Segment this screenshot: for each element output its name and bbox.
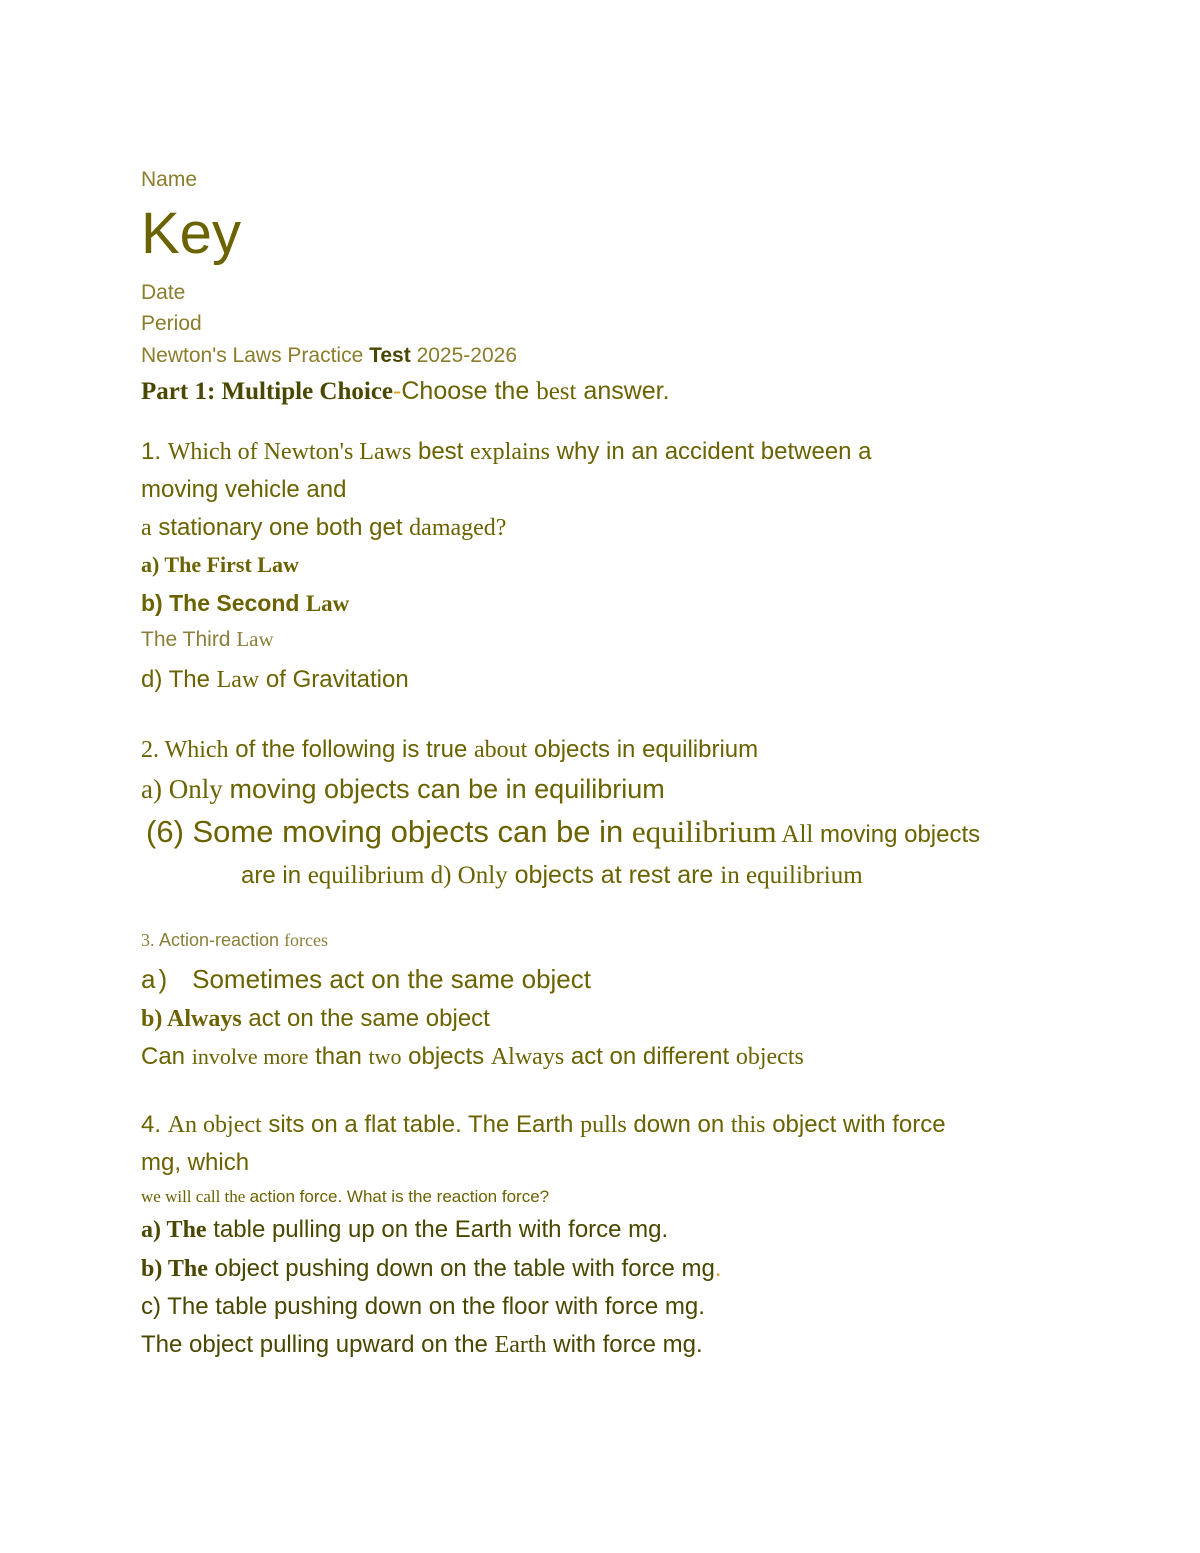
q1-option-b-2: Law <box>305 591 350 616</box>
q1-option-d-2: Law <box>216 667 260 693</box>
q1-option-b <box>141 592 349 615</box>
q1-option-d-1: d) The <box>141 666 217 693</box>
q4-line1-a: 4. <box>141 1111 168 1138</box>
q2-option-a-2: moving objects can be in equilibrium <box>229 774 665 804</box>
q4-option-b <box>141 1257 722 1281</box>
q1-line1-d: why in an accident between a <box>549 438 872 465</box>
test-title-pre: Newton's Laws Practice <box>141 344 370 367</box>
key-title: Key <box>141 201 241 266</box>
q1-option-c <box>141 629 274 650</box>
q4-option-d-3: with force mg. <box>546 1331 703 1358</box>
q1-line1-a: Which of Newton's Laws <box>167 439 412 465</box>
q4-option-c: c) The table pushing down on the floor with force mg. <box>141 1293 705 1320</box>
q3-line4 <box>141 1045 804 1069</box>
q1-line3-a: a <box>141 515 152 541</box>
q4-line1-d: pulls <box>580 1112 627 1138</box>
q3-line4-3: than <box>308 1043 369 1070</box>
q2-option-b <box>146 816 980 847</box>
q1-option-c-2: Law <box>236 627 274 651</box>
q2-line1 <box>141 738 758 762</box>
part1-heading <box>141 379 670 404</box>
q4-line1-c: sits on a flat table. The Earth <box>261 1111 581 1138</box>
q4-line2-a: mg <box>141 1149 175 1176</box>
q4-line1-f: this <box>730 1112 766 1138</box>
q4-option-b-1: b) The <box>141 1256 208 1282</box>
q2-line4-1: are in <box>241 862 308 889</box>
date-label: Date <box>141 281 186 304</box>
q1-option-a: a) The First Law <box>141 552 299 577</box>
q3-line1-b: Action-reaction <box>159 930 285 950</box>
q2-option-b-1: (6) Some moving objects can be in <box>146 814 632 849</box>
q2-line1-d: objects in equilibrium <box>527 736 759 763</box>
q1-line2: moving vehicle and <box>141 476 347 503</box>
q2-line4-4: in equilibrium <box>720 862 863 889</box>
q1-option-b-1: b) The Second <box>141 590 306 616</box>
q2-line1-c: about <box>474 737 528 763</box>
q4-option-b-3: . <box>714 1255 722 1282</box>
q1-line3-c: damaged? <box>409 515 507 541</box>
q2-option-b-4: moving objects <box>813 821 981 848</box>
q1-num: 1. <box>141 438 168 465</box>
q1-option-c-1: The Third <box>141 628 237 651</box>
q2-line4 <box>241 863 863 888</box>
q2-line4-3: objects at rest are <box>507 861 721 889</box>
q1-line1 <box>141 440 872 464</box>
q3-line4-6: Always <box>490 1044 565 1070</box>
q1-line1-b: best <box>411 438 470 465</box>
part1-heading-rest-2: best <box>536 378 577 405</box>
q2-line1-b: of the following is true <box>228 736 475 763</box>
q3-line4-1: Can <box>141 1043 192 1070</box>
q4-option-d <box>141 1333 703 1357</box>
q4-option-d-1: The object pulling upward on the <box>141 1331 495 1358</box>
q3-line4-4: two <box>368 1044 402 1069</box>
q4-line1 <box>141 1113 946 1137</box>
q2-option-a-1: a) Only <box>141 774 230 804</box>
test-title <box>141 345 517 366</box>
q1-line1-c: explains <box>470 439 550 465</box>
q4-line1-b: An object <box>167 1112 262 1138</box>
q4-option-a <box>141 1218 668 1242</box>
q4-line1-g: object with force <box>765 1111 946 1138</box>
q3-option-a <box>141 966 591 992</box>
q4-option-d-2: Earth <box>494 1332 547 1358</box>
part1-heading-bold: Part 1: Multiple Choice <box>141 378 394 405</box>
q1-line3-b: stationary one both get <box>151 514 410 541</box>
q3-line1 <box>141 931 328 949</box>
q2-line1-a: 2. Which <box>141 737 229 763</box>
test-title-year: 2025-2026 <box>410 344 517 367</box>
period-label: Period <box>141 312 202 335</box>
q1-option-d <box>141 668 409 692</box>
q2-option-b-2: equilibrium <box>631 814 777 849</box>
part1-heading-dash: - <box>393 377 402 405</box>
q2-option-b-3: All <box>776 821 814 848</box>
q1-option-d-3: of Gravitation <box>259 666 409 693</box>
q1-line3 <box>141 516 506 540</box>
q3-line4-8: objects <box>735 1044 804 1070</box>
q4-line1-e: down on <box>626 1111 731 1138</box>
q4-line3-a: we will call the <box>141 1187 250 1206</box>
q2-line4-2: equilibrium d) Only <box>307 862 508 889</box>
q3-option-b <box>141 1007 490 1031</box>
q4-line2-b: , which <box>174 1149 250 1176</box>
part1-heading-rest-3: answer. <box>576 377 670 405</box>
q3-line4-2: involve more <box>191 1044 309 1069</box>
part1-heading-rest-1: Choose the <box>401 377 537 405</box>
q3-option-b-2: act on the same object <box>241 1005 490 1032</box>
q4-line3 <box>141 1188 549 1205</box>
q4-line2 <box>141 1151 249 1175</box>
q4-option-b-2: object pushing down on the table with force mg <box>207 1255 715 1282</box>
q4-line3-b: action force. What is the reaction force? <box>249 1187 550 1206</box>
q3-line1-a: 3. <box>141 930 159 950</box>
q3-option-a-1: a) <box>141 964 171 994</box>
q2-option-a <box>141 776 665 803</box>
q4-option-a-1: a) The <box>141 1217 207 1243</box>
q3-option-a-2: Sometimes act on the same object <box>192 964 591 994</box>
test-title-bold: Test <box>369 344 411 367</box>
q3-option-b-1: b) Always <box>141 1006 242 1032</box>
q3-line1-c: forces <box>284 930 329 950</box>
part1-heading-part <box>141 377 393 405</box>
q3-line4-5: objects <box>401 1043 491 1070</box>
q3-line4-7: act on different <box>564 1043 736 1070</box>
name-label: Name <box>141 168 198 191</box>
q4-option-a-2: table pulling up on the Earth with force mg. <box>206 1216 669 1243</box>
